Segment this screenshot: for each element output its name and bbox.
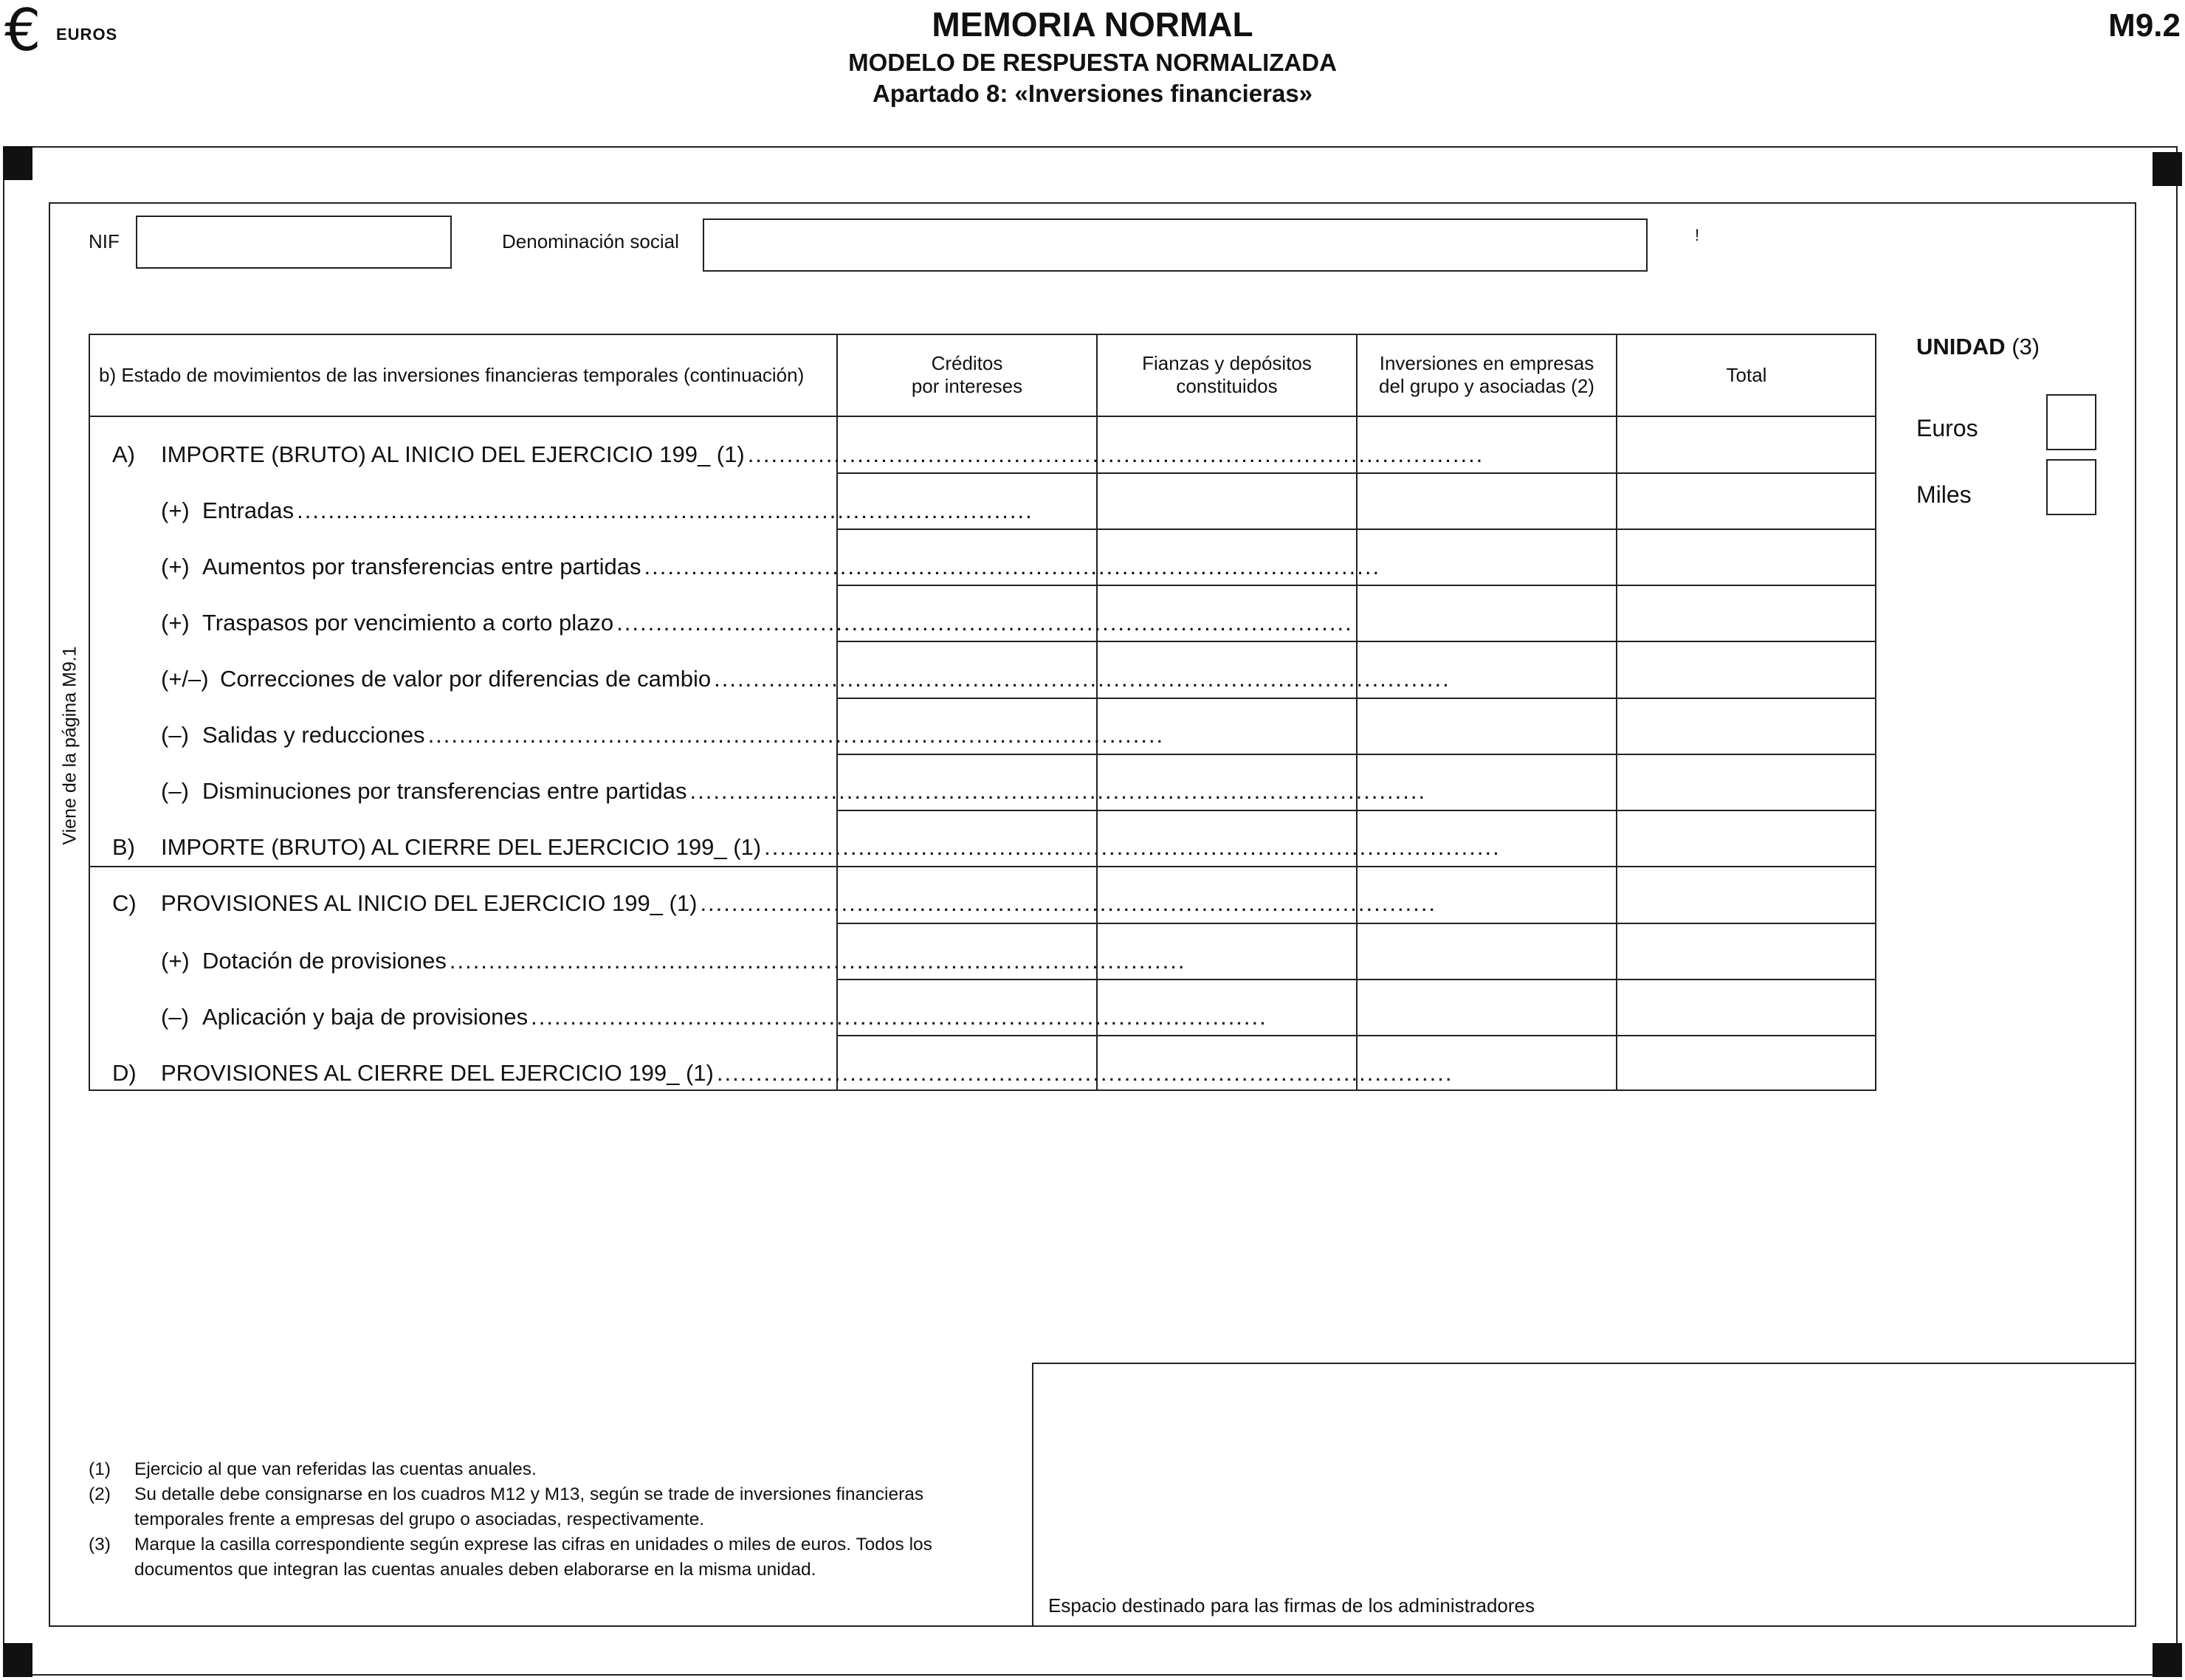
table-row-label: C) PROVISIONES AL INICIO DEL EJERCICIO 199_ (1) .............................................................................................. xyxy=(112,890,1437,916)
grid-hline xyxy=(837,754,1876,755)
footnote: (3) Marque la casilla correspondiente según exprese las cifras en unidades o miles de euros. Todos los documentos que integran las cuentas anuales deben elaborarse en la misma unidad. xyxy=(89,1535,932,1580)
registration-mark-top-right xyxy=(2153,152,2182,186)
grid-hline xyxy=(837,979,1876,980)
unit-option-miles-label: Miles xyxy=(1916,481,1972,508)
footnote: (1) Ejercicio al que van referidas las cuentas anuales. xyxy=(89,1459,537,1479)
unit-title: UNIDAD (3) xyxy=(1916,334,2040,359)
grid-hline xyxy=(837,698,1876,699)
table-row-label: (+) Traspasos por vencimiento a corto plazo .............................................................................................. xyxy=(161,610,1353,636)
registration-mark-top-left xyxy=(3,146,32,180)
company-name-label: Denominación social xyxy=(502,230,679,252)
table-row-label: (–) Aplicación y baja de provisiones .............................................................................................. xyxy=(161,1004,1267,1030)
unit-euros-checkbox[interactable] xyxy=(2046,394,2096,450)
table-row-label: (+) Dotación de provisiones .............................................................................................. xyxy=(161,948,1186,974)
footnote: (2) Su detalle debe consignarse en los cuadros M12 y M13, según se trade de inversiones financieras temporales frente a empresas del grupo o asociadas, respectivamente. xyxy=(89,1484,924,1529)
unit-miles-checkbox[interactable] xyxy=(2046,459,2096,515)
grid-hline xyxy=(837,641,1876,642)
col-header-inversiones: Inversiones en empresas del grupo y asociadas (2) xyxy=(1379,352,1594,397)
nif-label: NIF xyxy=(89,230,120,252)
grid-hline xyxy=(837,810,1876,811)
registration-mark-bottom-right xyxy=(2153,1643,2182,1677)
table-row-label: (–) Salidas y reducciones .............................................................................................. xyxy=(161,722,1165,748)
page-title: MEMORIA NORMAL xyxy=(932,5,1253,44)
col-header-total: Total xyxy=(1726,363,1767,386)
col-header-fianzas: Fianzas y depósitos constituidos xyxy=(1142,352,1312,397)
table-row-label: D) PROVISIONES AL CIERRE DEL EJERCICIO 199_ (1) .............................................................................................. xyxy=(112,1060,1453,1086)
side-note: Viene de la página M9.1 xyxy=(59,646,80,845)
table-row-label: (+) Aumentos por transferencias entre partidas .............................................................................................. xyxy=(161,554,1381,579)
grid-hline xyxy=(837,529,1876,530)
grid-hline xyxy=(837,1035,1876,1036)
unit-option-euros-label: Euros xyxy=(1916,415,1978,441)
section-title: Apartado 8: «Inversiones financieras» xyxy=(872,80,1313,107)
grid-hline xyxy=(837,472,1876,474)
signature-area[interactable] xyxy=(1032,1363,2136,1627)
grid-hline xyxy=(837,585,1876,586)
table-title: b) Estado de movimientos de las inversiones financieras temporales (continuación) xyxy=(99,363,805,386)
table-row-label: A) IMPORTE (BRUTO) AL INICIO DEL EJERCICIO 199_ (1) .............................................................................................. xyxy=(112,441,1484,467)
stray-mark: ! xyxy=(1695,226,1700,244)
col-header-creditos: Créditos por intereses xyxy=(911,352,1023,397)
grid-hline xyxy=(837,923,1876,924)
currency-label: EUROS xyxy=(56,25,118,44)
table-row-label: B) IMPORTE (BRUTO) AL CIERRE DEL EJERCICIO 199_ (1) .............................................................................................. xyxy=(112,834,1501,860)
table-row-label: (–) Disminuciones por transferencias entre partidas .............................................................................................. xyxy=(161,778,1427,804)
euro-icon: € xyxy=(4,0,41,64)
table-row-label: (+/–) Correcciones de valor por diferencias de cambio .............................................................................................. xyxy=(161,666,1451,692)
registration-mark-bottom-left xyxy=(3,1643,32,1677)
euro-logo xyxy=(4,0,137,64)
company-name-field[interactable] xyxy=(703,218,1648,272)
grid-hline xyxy=(89,416,1876,417)
page-subtitle: MODELO DE RESPUESTA NORMALIZADA xyxy=(848,49,1337,76)
page-code: M9.2 xyxy=(2108,7,2181,44)
grid-vline xyxy=(1616,334,1617,1091)
table-row-label: (+) Entradas .............................................................................................. xyxy=(161,498,1033,523)
signature-label: Espacio destinado para las firmas de los administradores xyxy=(1048,1594,1535,1617)
nif-field[interactable] xyxy=(136,216,452,269)
